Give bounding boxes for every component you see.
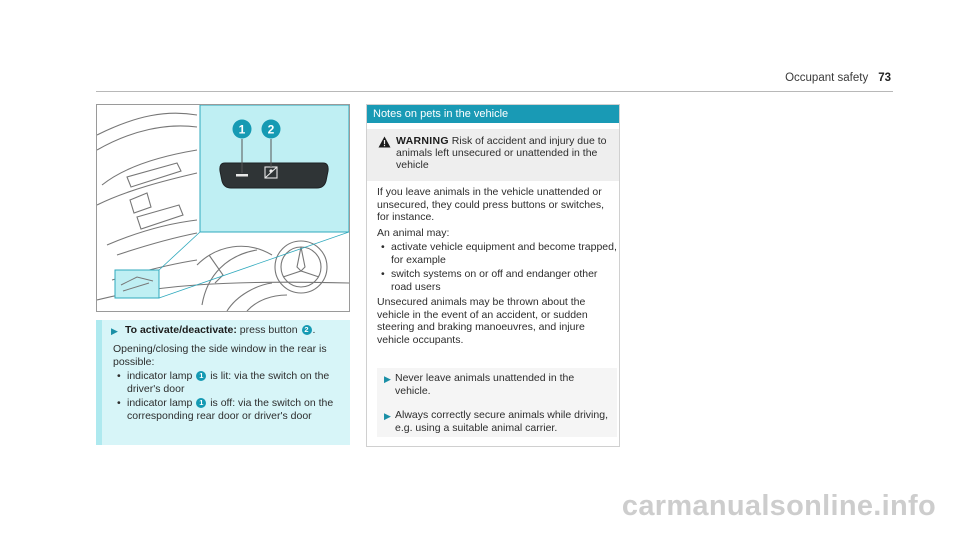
instruction-box (96, 320, 350, 445)
warning-text: Risk of accident and injury due to animals left unsecured or unattended in the vehicle (396, 135, 607, 171)
bullet-text: indicator lamp (127, 397, 193, 409)
warning-title: WARNING (396, 135, 449, 147)
callout-1-label: 1 (238, 122, 246, 137)
step-arrow-icon: ▶ (111, 326, 118, 336)
notes-paragraph-1: If you leave animals in the vehicle unattended or unsecured, they could press buttons or switches, for instance. (377, 186, 605, 223)
instruction-paragraph: Opening/closing the side window in the rear is possible: (113, 343, 327, 368)
instruction-accent-bar (96, 320, 102, 445)
warning-text-block (396, 135, 614, 171)
lamp-1-marker: 1 (196, 371, 206, 381)
step-arrow-icon: ▶ (384, 374, 391, 384)
door-panel-illustration (96, 104, 350, 312)
notes-bullet: • switch systems on or off and endanger other road users (377, 268, 617, 293)
notes-heading: Notes on pets in the vehicle (367, 105, 619, 123)
switch-location-highlight (115, 270, 159, 298)
instruction-bullets (113, 370, 349, 423)
notes-paragraph-3: Unsecured animals may be thrown about the vehicle in the event of an accident, or sudden steering and braking manoeuvres, and injure vehicle occupants. (377, 296, 588, 346)
warning-block (367, 129, 619, 181)
door-panel-drawing (97, 105, 349, 311)
callout-2-label: 2 (267, 122, 275, 137)
step-text: press button (239, 324, 298, 336)
instruction-bullet (113, 370, 349, 396)
page-header (779, 72, 891, 90)
bullet-text: indicator lamp (127, 370, 193, 382)
notes-paragraph-2: An animal may: (377, 226, 450, 239)
step-title: To activate/deactivate: (125, 324, 237, 336)
bullet-text: is off: via the switch on the corresponding rear door or driver's door (127, 397, 334, 422)
tip-text: Always correctly secure animals while driving, e.g. using a suitable animal carrier. (395, 409, 608, 434)
step-arrow-icon: ▶ (384, 411, 391, 421)
indicator-lamp-icon (236, 174, 248, 177)
warning-triangle-icon (378, 136, 391, 148)
lamp-1-marker: 1 (196, 398, 206, 408)
page-number: 73 (878, 72, 891, 84)
notes-tips (377, 368, 617, 437)
tip-item (377, 409, 617, 434)
tip-text: Never leave animals unattended in the vehicle. (395, 372, 575, 397)
step-text-end: . (312, 324, 316, 336)
tip-item (377, 372, 617, 397)
instruction-bullet (113, 397, 349, 423)
inset-connector-left (159, 232, 200, 270)
button-2-marker: 2 (302, 325, 312, 335)
section-title: Occupant safety (785, 72, 869, 84)
instruction-step (113, 324, 349, 337)
header-divider (96, 91, 893, 92)
watermark: carmanualsonline.info (621, 490, 936, 522)
notes-box (366, 104, 620, 447)
notes-body (377, 183, 617, 346)
notes-bullet: • activate vehicle equipment and become trapped, for example (377, 241, 617, 266)
instruction-body (113, 324, 349, 423)
bullet-text: is lit: via the switch on the driver's door (127, 370, 330, 395)
notes-bullets (377, 241, 617, 293)
